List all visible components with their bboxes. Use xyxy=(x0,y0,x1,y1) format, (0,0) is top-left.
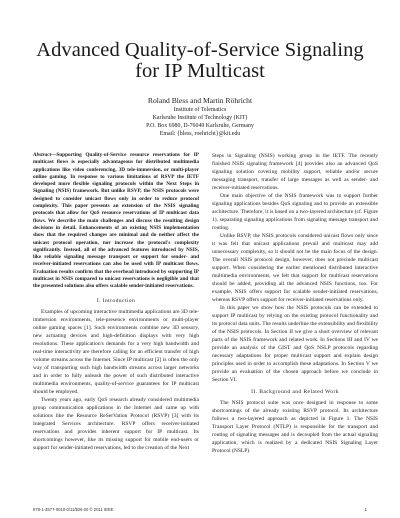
authors xyxy=(0,96,400,105)
section-heading-introduction: I. Introduction xyxy=(96,297,136,304)
author-names: Roland Bless and Martin Röhricht xyxy=(147,96,253,105)
copyright-notice: 978-1-4577-0010-0/11/$26.00 © 2011 IEEE xyxy=(33,507,114,512)
affiliation-line: Email: {bless, roehricht}@kit.edu xyxy=(159,131,241,138)
left-column xyxy=(33,152,199,452)
title-line-1: Advanced Quality-of-Service Signaling xyxy=(36,39,364,61)
intro-paragraph-1: Examples of upcoming interactive multimedia applications are 3D tele-immersion environments, tele-presence environments or multi-player online gaming spaces [1]. Such environments combine new 3D sensory, new actuating devices and high-definition displays with very high resolutions. These application's demands for a very high bandwidth and real-time interactivity are therefore calling for an efficient transfer of high volume streams across the Internet. Since IP multicast [2] is often the only way of transporting such high bandwidth streams across larger networks and in order to fully unleash the power of such distributed interactive multimedia environments, quality-of-service guarantees for IP multicast should be employed. xyxy=(33,308,199,395)
right-column xyxy=(212,152,378,455)
right-paragraph-2: One main objective of the NSIS framework was to support further signaling applications besides QoS signaling and to provide an extensible architecture. Therefore, it is based on a two-layered architecture (cf. Figure 1), separating signaling applications from signaling message transport and routing. xyxy=(212,193,378,231)
intro-paragraph-2: Twenty years ago, early QoS research already considered multimedia group communication applications in the Internet and came up with solutions like the Resource ReSerVation Protocol (RSVP) [3] with its Integrated Services architecture. RSVP offers receiver-initiated reservations and provides inherent support for IP multicast. Its shortcomings however, like its missing support for mobile end-users or support for sender-initiated reservations, led to the creation of the Next xyxy=(33,396,199,451)
section-heading-background: II. Background and Related Work xyxy=(251,389,339,395)
affiliation-line: Karlsruhe Institute of Technology (KIT) xyxy=(152,115,248,122)
right-paragraph-4: In this paper we show how the NSIS protocols can be extended to support IP multicast by relying on the existing protocol functionality and its protocol data units. The results underline the extensibility and flexibility of the NSIS protocols. In Section II we give a short overview of relevant parts of the NSIS framework and related work. In Sections III and IV we provide an analysis of the GIST and QoS NSLP protocols regarding necessary adaptations for proper multicast support and explain design principles used in order to accomplish these adaptations. In Section V we provide an evaluation of the chosen approach before we conclude in Section VI. xyxy=(212,305,378,383)
paper-title xyxy=(0,40,400,82)
affiliation xyxy=(0,106,400,138)
background-paragraph-1: The NSIS protocol suite was once designed in response to some shortcomings of the already existing RSVP protocol. Its architecture follows a two-layered approach as depicted in Figure 1. The NSIS Transport Layer Protocol (NTLP) is responsible for the transport and routing of signaling messages and is decoupled from the actual signaling application, which is realized by a dedicated NSIS Signaling Layer Protocol (NSLP). xyxy=(212,400,378,454)
page-number: 1 xyxy=(364,507,367,512)
right-paragraph-1: Steps in Signaling (NSIS) working group in the IETF. The recently finished NSIS signaling framework [4] provides also an advanced QoS signaling solution covering mobility support, reliable and/or secure messaging transport, transfer of large messages as well as sender- and receiver-initiated reservations. xyxy=(212,153,378,191)
abstract xyxy=(33,152,199,291)
abstract-label: Abstract xyxy=(33,152,52,158)
affiliation-line: P.O. Box 6980, D-76049 Karlsruhe, Germany xyxy=(146,123,254,130)
right-paragraph-3: Unlike RSVP, the NSIS protocols considered unicast flows only since it was felt that unicast applications prevail and multicast may add unnecessary complexity, so it should not be the main focus of the design. The overall NSIS protocol design, however, does not preclude multicast support. When considering the earlier mentioned distributed interactive multimedia environments, we felt that support for multicast reservations should be added, providing all the advanced NSIS functions, too. For example, NSIS offers support for scalable sender-initiated reservations, whereas RSVP offers support for receiver-initiated reservations only. xyxy=(212,233,378,303)
affiliation-line: Institute of Telematics xyxy=(173,107,227,113)
title-line-2: for IP Multicast xyxy=(135,60,265,82)
abstract-text: —Supporting Quality-of-Service resource reservations for IP multicast flows is especially advantageous for distributed multimedia applications like video conferencing, 3D tele-immersion, or multi-player online gaming. In response to various limitations of RSVP the IETF developed more flexible signaling protocols within the Next Steps in Signaling (NSIS) framework. But unlike RSVP, the NSIS protocols were designed to consider unicast flows only in order to reduce protocol complexity. This paper presents an extension of the NSIS signaling protocols that allow for QoS resource reservations of IP multicast data flows. We describe the main challenges and discuss the resulting design decisions in detail. Enhancements of an existing NSIS implementation show that the required changes are minimal and do neither affect the unicast protocol operation, nor increase the protocol's complexity significantly. Instead, all of the advanced features introduced by NSIS, like reliable signaling message transport or support for sender- and receiver-initiated reservations can also be used with IP multicast flows. Evaluation results confirm that the overhead introduced by supporting IP multicast in NSIS compared to unicast reservations is negligible and that the presented solutions also offers scalable sender-initiated reservations. xyxy=(33,152,199,290)
